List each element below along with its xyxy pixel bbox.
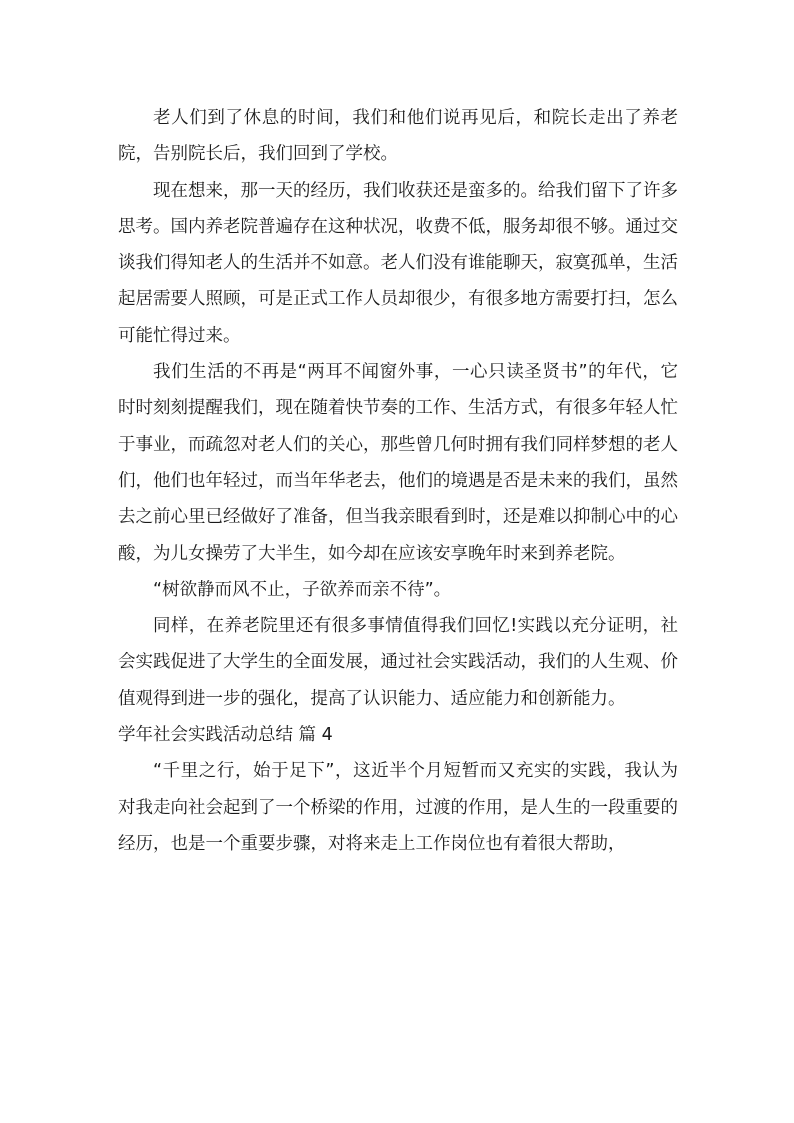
section-heading: 学年社会实践活动总结 篇 4 bbox=[118, 725, 333, 746]
paragraph-quote: “树欲静而风不止，子欲养而亲不待”。 bbox=[153, 579, 452, 600]
paragraph-reflection: 现在想来，那一天的经历，我们收获还是蛮多的。给我们留下了许多思考。国内养老院普遍存在这种状况，收费不低，服务却很不够。通过交谈我们得知老人的生活并不如意。老人们没有谁能聊天，寂寞孤单，生活起居需要人照顾，可是正式工作人员却很少，有很多地方需要打扫，怎么可能忙得过来。 bbox=[118, 180, 678, 346]
paragraph-return-to-school: 老人们到了休息的时间，我们和他们说再见后，和院长走出了养老院，告别院长后，我们回到了学校。 bbox=[118, 108, 678, 165]
paragraph-conclusion: 同样，在养老院里还有很多事情值得我们回忆!实践以充分证明，社会实践促进了大学生的全面发展，通过社会实践活动，我们的人生观、价值观得到进一步的强化，提高了认识能力、适应能力和创新能力。 bbox=[118, 616, 678, 709]
document-body bbox=[118, 100, 678, 862]
paragraph-caring-for-elders: 我们生活的不再是“两耳不闻窗外事，一心只读圣贤书”的年代，它时时刻刻提醒我们，现在随着快节奏的工作、生活方式，有很多年轻人忙于事业，而疏忽对老人们的关心，那些曾几何时拥有我们同样梦想的老人们，他们也年轻过，而当年华老去，他们的境遇是否是未来的我们，虽然去之前心里已经做好了准备，但当我亲眼看到时，还是难以抑制心中的心酸，为儿女操劳了大半生，如今却在应该安享晚年时来到养老院。 bbox=[118, 362, 678, 564]
paragraph-section-4-intro: “千里之行，始于足下”，这近半个月短暂而又充实的实践，我认为对我走向社会起到了一个桥梁的作用，过渡的作用，是人生的一段重要的经历，也是一个重要步骤，对将来走上工作岗位也有着很大帮助， bbox=[118, 761, 678, 854]
